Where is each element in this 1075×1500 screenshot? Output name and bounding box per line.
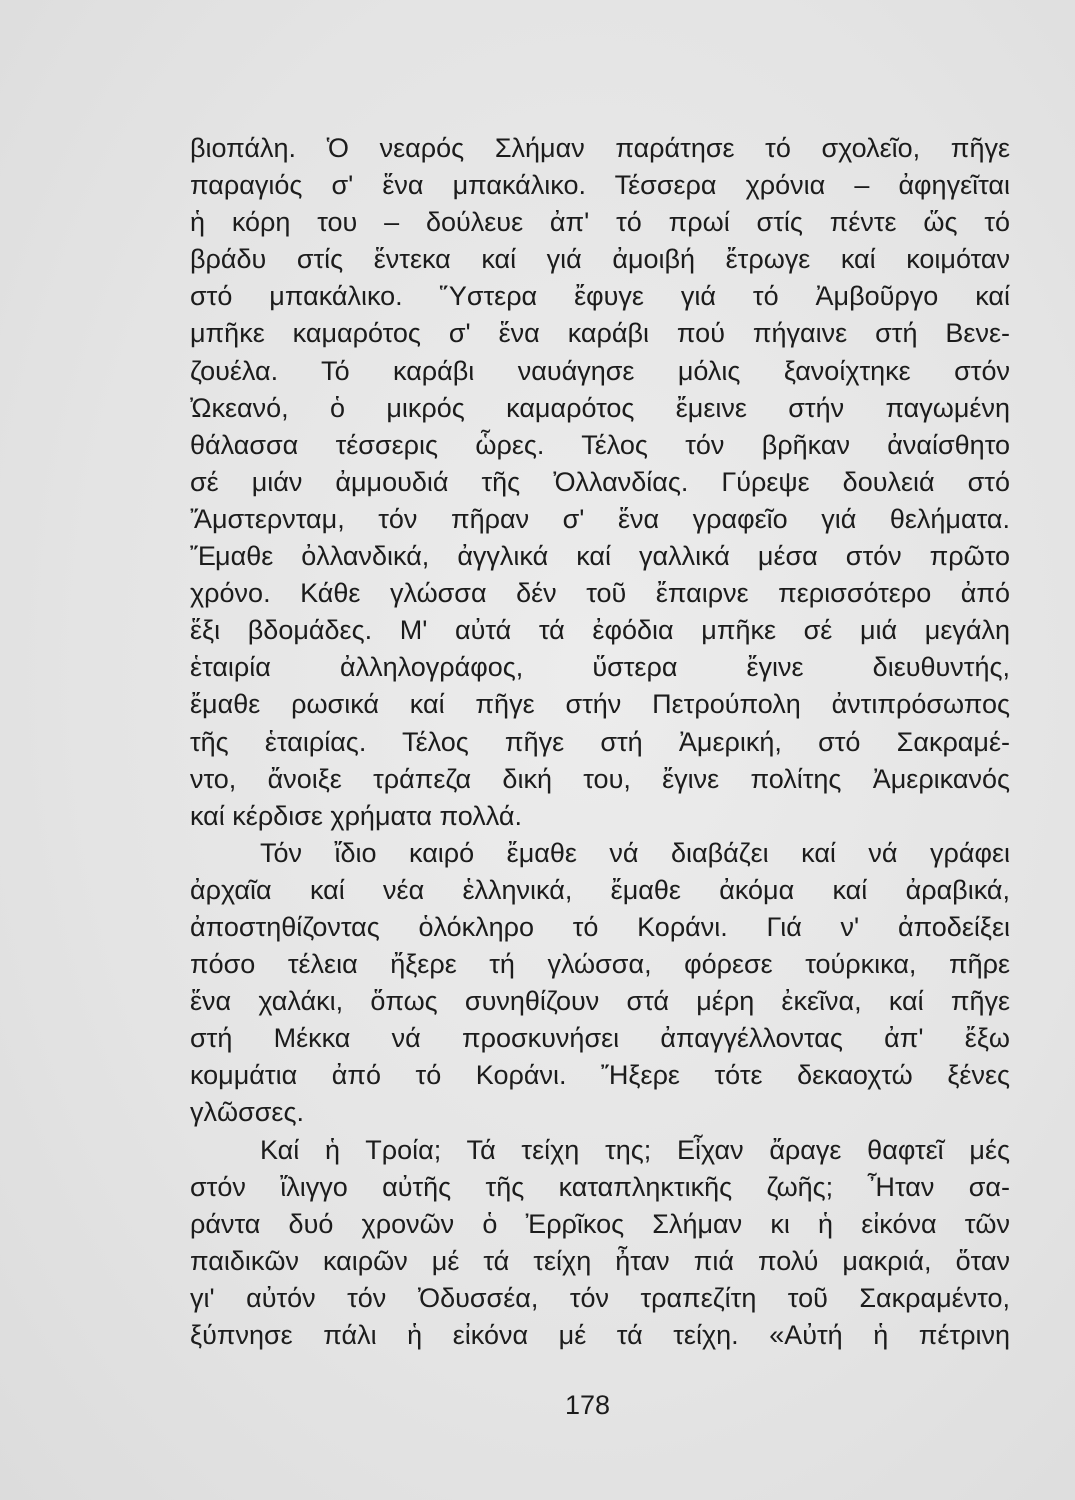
text-line: καί κέρδισε χρήματα πολλά. (190, 800, 522, 831)
text-line: ντο, ἄνοιξε τράπεζα δική του, ἔγινε πολίτης Ἀμερικανός (190, 763, 1010, 794)
text-line: ἡ κόρη του – δούλευε ἀπ' τό πρωί στίς πέντε ὥς τό (190, 207, 1010, 238)
text-line: γλῶσσες. (190, 1097, 304, 1128)
text-line: Τόν ἴδιο καιρό ἔμαθε νά διαβάζει καί νά γράφει (260, 837, 1010, 868)
text-line: παραγιός σ' ἕνα μπακάλικο. Τέσσερα χρόνια – ἀφηγεῖται (190, 170, 1010, 201)
text-line: ξύπνησε πάλι ἡ εἰκόνα μέ τά τείχη. «Αὐτή ἡ πέτρινη (190, 1320, 1010, 1350)
text-line: ζουέλα. Τό καράβι ναυάγησε μόλις ξανοίχτηκε στόν (190, 355, 1010, 386)
text-line: στή Μέκκα νά προσκυνήσει ἀπαγγέλλοντας ἀπ' ἔξω (190, 1023, 1010, 1054)
text-line: Ὠκεανό, ὁ μικρός καμαρότος ἔμεινε στήν παγωμένη (190, 392, 1010, 423)
text-line: μπῆκε καμαρότος σ' ἕνα καράβι πού πήγαινε στή Βενε- (190, 318, 1010, 349)
text-line: ἕνα χαλάκι, ὅπως συνηθίζουν στά μέρη ἐκεῖνα, καί πῆγε (190, 986, 1010, 1017)
text-line: ἔμαθε ρωσικά καί πῆγε στήν Πετρούπολη ἀντιπρόσωπος (190, 689, 1010, 720)
text-line: Καί ἡ Τροία; Τά τείχη της; Εἶχαν ἄραγε θαφτεῖ μές (260, 1134, 1010, 1165)
body-text (190, 130, 1010, 1354)
text-line: κομμάτια ἀπό τό Κοράνι. Ἤξερε τότε δεκαοχτώ ξένες (190, 1060, 1010, 1091)
text-line: ἀποστηθίζοντας ὁλόκληρο τό Κοράνι. Γιά ν' ἀποδείξει (190, 911, 1010, 942)
text-line: θάλασσα τέσσερις ὧρες. Τέλος τόν βρῆκαν ἀναίσθητο (190, 429, 1010, 460)
text-line: ἀρχαῖα καί νέα ἑλληνικά, ἔμαθε ἀκόμα καί ἀραβικά, (190, 874, 1010, 905)
text-line: γι' αὐτόν τόν Ὀδυσσέα, τόν τραπεζίτη τοῦ Σακραμέντο, (190, 1282, 1010, 1313)
text-line: ἑταιρία ἀλληλογράφος, ὕστερα ἔγινε διευθυντής, (190, 652, 1010, 683)
page-number: 178 (564, 1390, 611, 1420)
text-line: ἕξι βδομάδες. Μ' αὐτά τά ἐφόδια μπῆκε σέ μιά μεγάλη (190, 615, 1010, 646)
text-line: πόσο τέλεια ἤξερε τή γλώσσα, φόρεσε τούρκικα, πῆρε (190, 949, 1010, 980)
text-line: Ἔμαθε ὀλλανδικά, ἀγγλικά καί γαλλικά μέσα στόν πρῶτο (190, 541, 1010, 572)
text-line: παιδικῶν καιρῶν μέ τά τείχη ἦταν πιά πολύ μακριά, ὅταν (190, 1245, 1010, 1276)
text-line: χρόνο. Κάθε γλώσσα δέν τοῦ ἔπαιρνε περισσότερο ἀπό (190, 578, 1010, 609)
text-line: Ἄμστερνταμ, τόν πῆραν σ' ἕνα γραφεῖο γιά θελήματα. (190, 503, 1010, 534)
text-line: βιοπάλη. Ὁ νεαρός Σλήμαν παράτησε τό σχολεῖο, πῆγε (190, 133, 1010, 163)
text-line: σέ μιάν ἀμμουδιά τῆς Ὀλλανδίας. Γύρεψε δουλειά στό (190, 466, 1010, 497)
text-line: στό μπακάλικο. Ὕστερα ἔφυγε γιά τό Ἀμβοῦργο καί (190, 281, 1010, 312)
text-line: βράδυ στίς ἕντεκα καί γιά ἀμοιβή ἔτρωγε καί κοιμόταν (190, 244, 1010, 275)
text-line: στόν ἴλιγγο αὐτῆς τῆς καταπληκτικῆς ζωῆς; Ἦταν σα- (190, 1171, 1010, 1202)
text-line: τῆς ἑταιρίας. Τέλος πῆγε στή Ἀμερική, στό Σακραμέ- (190, 726, 1010, 757)
text-line: ράντα δυό χρονῶν ὁ Ἐρρῖκος Σλήμαν κι ἡ εἰκόνα τῶν (190, 1208, 1010, 1239)
